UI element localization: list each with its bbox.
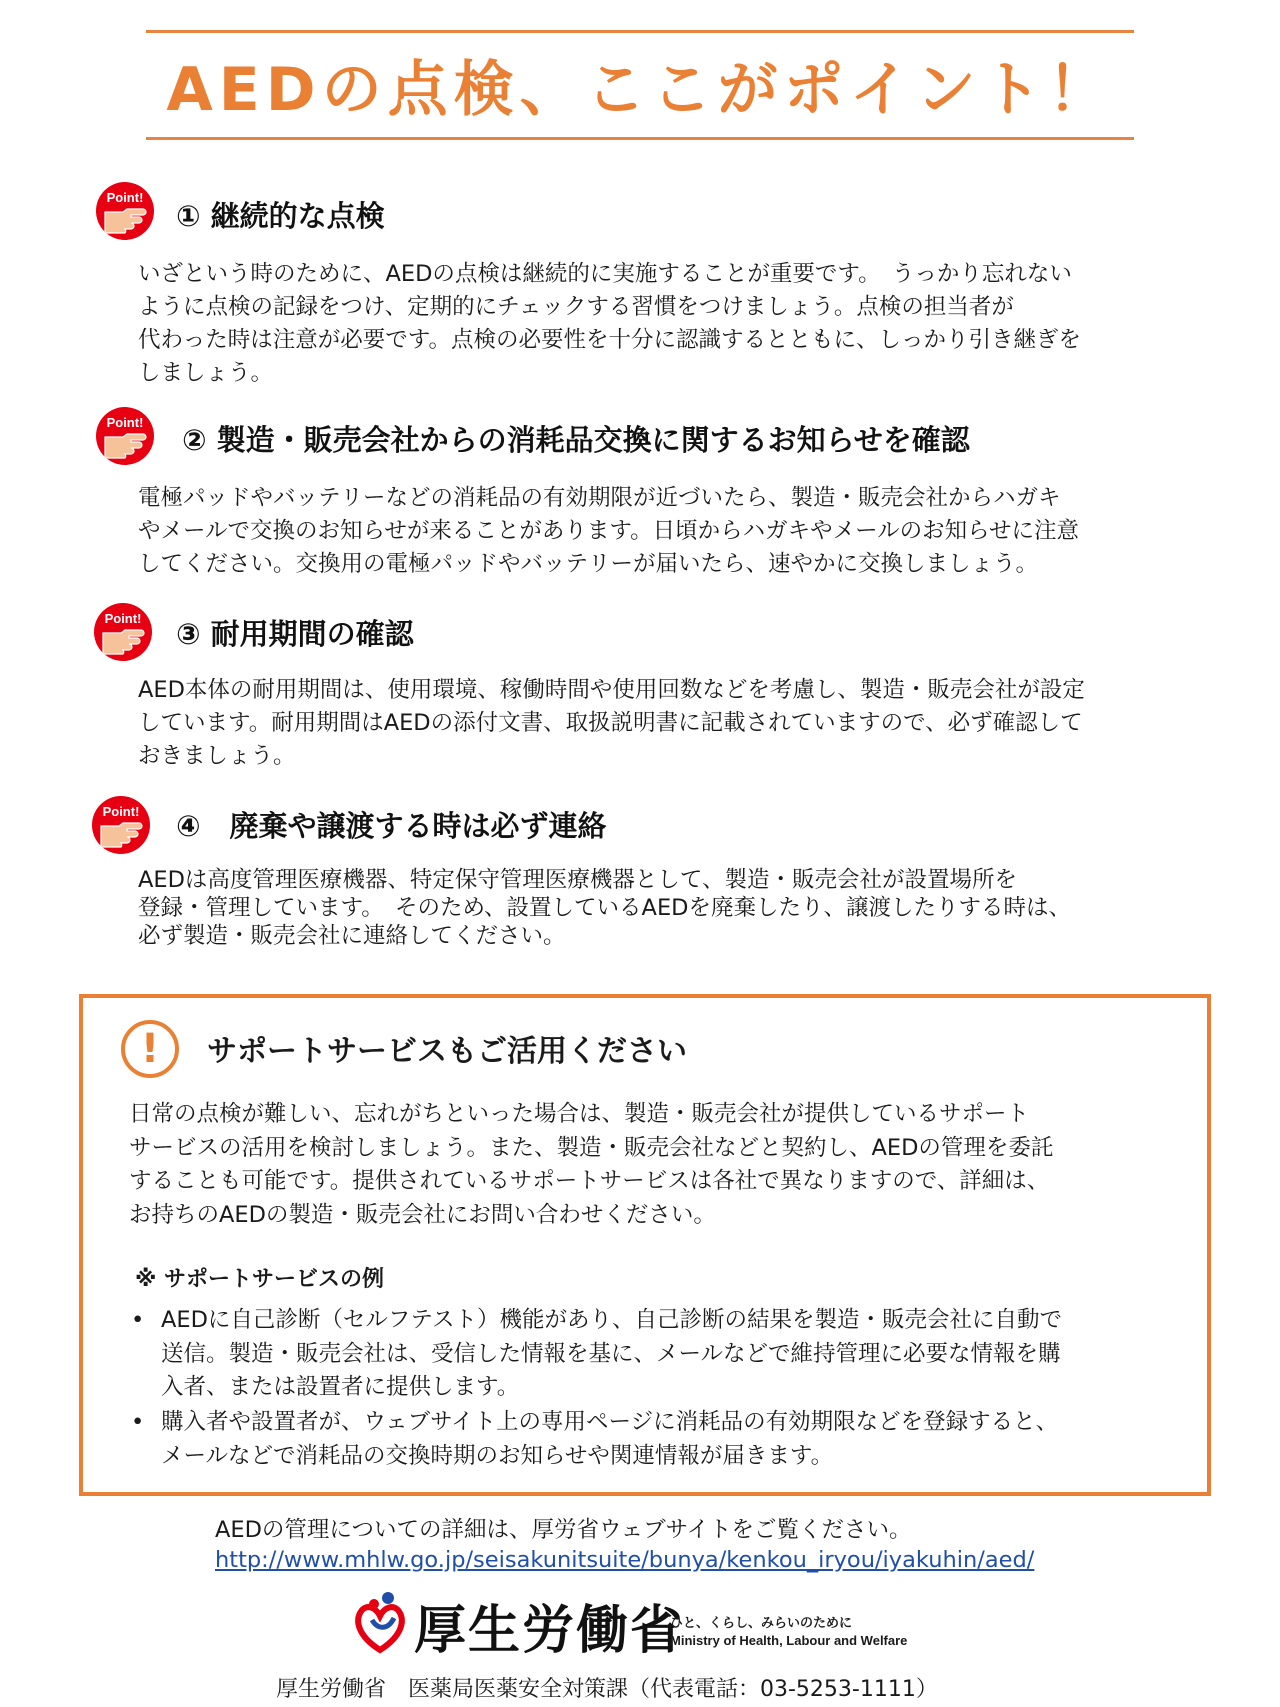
exclamation-icon: ! xyxy=(121,1020,179,1078)
support-examples-heading: ※ サポートサービスの例 xyxy=(135,1267,385,1292)
footer-note: AEDの管理についての詳細は、厚労省ウェブサイトをご覧ください。 xyxy=(215,1517,912,1543)
title-banner xyxy=(146,30,1134,140)
support-description: 日常の点検が難しい、忘れがちといった場合は、製造・販売会社が提供しているサポート サービスの活用を検討しましょう。また、製造・販売会社などと契約し、AEDの管理を委託 することも可能です。提供されているサポートサービスは各社で異なりますので、詳細は、 お持ちのAEDの製造・販売会社にお問い合わせください。 xyxy=(129,1101,1054,1228)
mhlw-aed-link[interactable]: http://www.mhlw.go.jp/seisakunitsuite/bunya/kenkou_iryou/iyakuhin/aed/ xyxy=(215,1547,1035,1573)
point-badge-icon: Point! xyxy=(96,407,154,465)
section-heading-service-life: ③ 耐用期間の確認 xyxy=(176,617,414,651)
bullet-icon: • xyxy=(131,1409,145,1435)
section-heading-consumables-notice: ② 製造・販売会社からの消耗品交換に関するお知らせを確認 xyxy=(182,423,970,457)
support-service-box: ! サポートサービスもご活用ください 日常の点検が難しい、忘れがちといった場合は、製造・販売会社が提供しているサポート サービスの活用を検討しましょう。また、製造・販売会社などと契約し、AEDの管理を委託 することも可能です。提供されているサポートサービスは各社で異なりますので、詳細は、 お持ちのAEDの製造・販売会社にお問い合わせください。 ※ サポートサービスの例 • AEDに自己診断（セルフテスト）機能があり、自己診断の結果を製造・販売会社に自動で 送信。製造・販売会社は、受信した情報を基に、メールなどで維持管理に必要な情報を購 入者、または設置者に提供します。 • 購入者や設置者が、ウェブサイト上の専用ページに消耗品の有効期限などを登録すると、 メールなどで消耗品の交換時期のお知らせや関連情報が届きます。 xyxy=(79,994,1211,1496)
section-heading-continuous-inspection: ① 継続的な点検 xyxy=(176,199,385,233)
section-body-disposal-transfer: AEDは高度管理医療機器、特定保守管理医療機器として、製造・販売会社が設置場所を 登録・管理しています。 そのため、設置しているAEDを廃棄したり、譲渡したりする時は、 必ず製造・販売会社に連絡してください。 xyxy=(138,867,1071,949)
section-body-continuous-inspection: いざという時のために、AEDの点検は継続的に実施することが重要です。 うっかり忘れない ように点検の記録をつけ、定期的にチェックする習慣をつけましょう。点検の担当者が 代わった時は注意が必要です。点検の必要性を十分に認識するとともに、しっかり引き継ぎを しましょう。 xyxy=(138,261,1081,386)
ministry-name: 厚生労働省 xyxy=(414,1600,685,1661)
bullet-icon: • xyxy=(131,1307,145,1333)
section-heading-disposal-transfer: ④ 廃棄や譲渡する時は必ず連絡 xyxy=(176,809,607,843)
point-badge-icon: Point! xyxy=(96,182,154,240)
section-body-consumables-notice: 電極パッドやバッテリーなどの消耗品の有効期限が近づいたら、製造・販売会社からハガキ やメールで交換のお知らせが来ることがあります。日頃からハガキやメールのお知らせに注意 してください。交換用の電極パッドやバッテリーが届いたら、速やかに交換しましょう。 xyxy=(138,485,1079,577)
ministry-tagline: ひと、くらし、みらいのために xyxy=(670,1616,853,1631)
section-body-service-life: AED本体の耐用期間は、使用環境、稼働時間や使用回数などを考慮し、製造・販売会社が設定 しています。耐用期間はAEDの添付文書、取扱説明書に記載されていますので、必ず確認して おきましょう。 xyxy=(138,677,1085,769)
ministry-english-name: Ministry of Health, Labour and Welfare xyxy=(670,1633,908,1648)
contact-info: 厚生労働省 医薬局医薬安全対策課（代表電話：03-5253-1111） xyxy=(276,1677,938,1702)
mhlw-logo-icon xyxy=(352,1590,408,1654)
ministry-logo xyxy=(352,1588,972,1660)
support-title: サポートサービスもご活用ください xyxy=(207,1034,687,1069)
point-badge-icon: Point! xyxy=(92,796,150,854)
page-title: AEDの点検、ここがポイント！ xyxy=(166,55,1114,125)
point-badge-icon: Point! xyxy=(94,603,152,661)
